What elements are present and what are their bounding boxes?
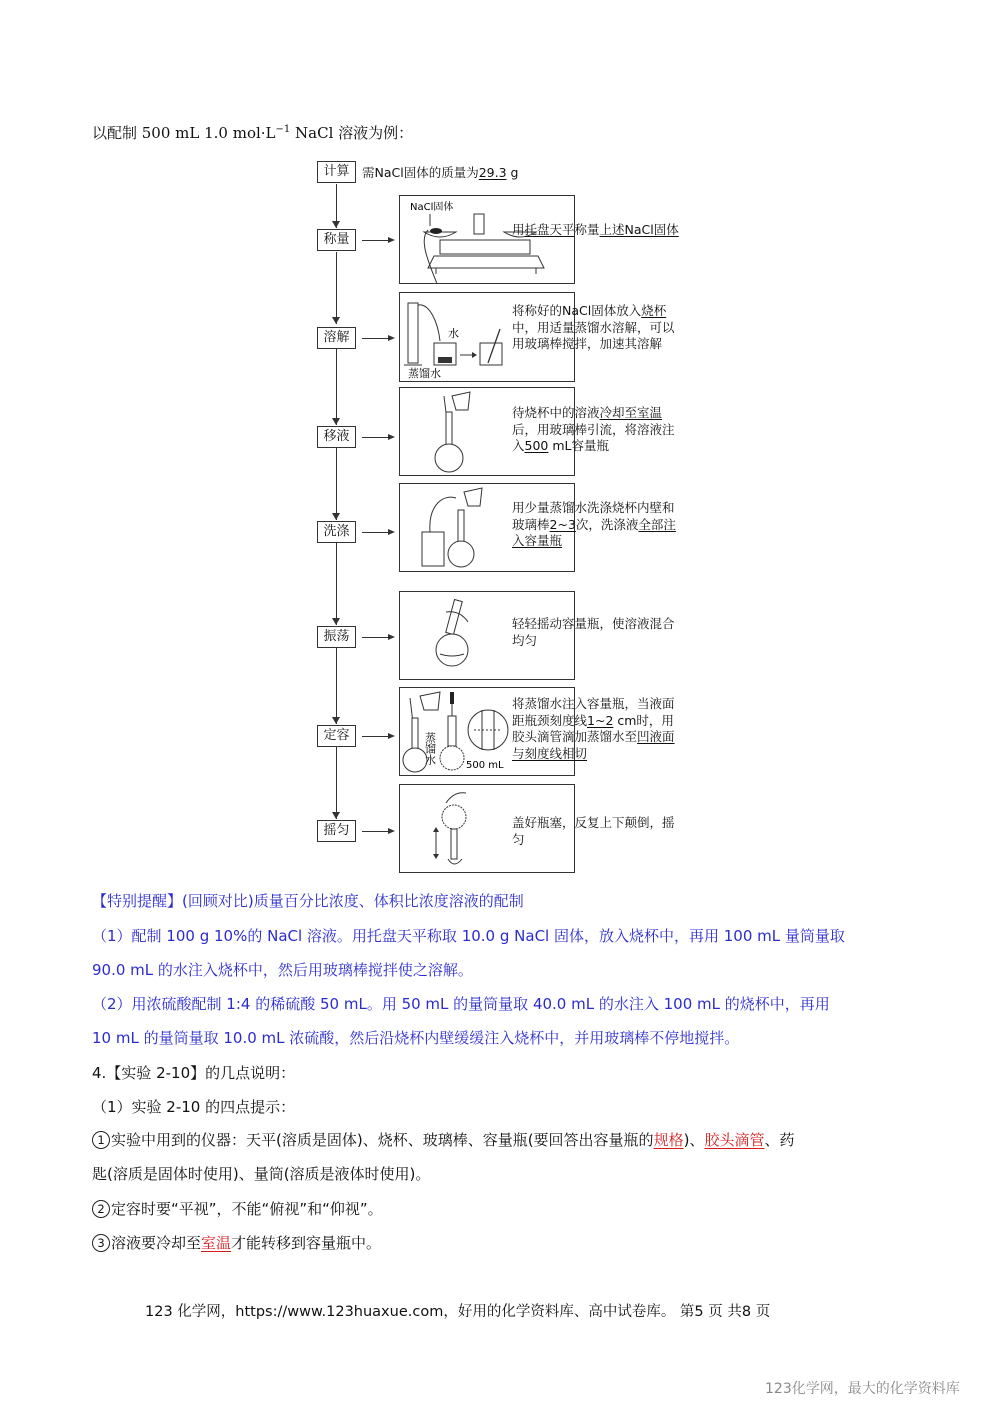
- svg-text:蒸馏水: 蒸馏水: [408, 367, 441, 380]
- svg-text:水: 水: [448, 327, 459, 340]
- intro-line: 以配制 500 mL 1.0 $mol\cdot L^{-1}$ NaCl 溶液为例：: [92, 124, 414, 142]
- highlight-dropper: 胶头滴管: [704, 1131, 765, 1149]
- solution-preparation-flowchart: [312, 155, 692, 875]
- step-dissolve-description: 将称好的NaCl固体放入烧杯中，用适量蒸馏水溶解，可以用玻璃棒搅拌，加速其溶解: [512, 303, 675, 351]
- right-arrow-icon: [388, 828, 395, 834]
- down-arrow-icon: [332, 717, 340, 724]
- down-arrow-icon: [332, 317, 340, 324]
- step-swirl-description: 轻轻摇动容量瓶，使溶液混合均匀: [512, 616, 675, 648]
- right-arrow-icon: [388, 434, 395, 440]
- circled-number-2: 2: [92, 1200, 110, 1218]
- watermark: 123化学网，最大的化学资料库: [765, 1381, 960, 1397]
- svg-text:500 mL: 500 mL: [466, 760, 504, 771]
- step-weigh-box: 称量: [317, 229, 356, 251]
- calc-mass-value: 29.3: [478, 165, 507, 180]
- step-dissolve-box: 溶解: [317, 327, 356, 349]
- point-1-line-2: 匙(溶质是固体时使用)、量筒(溶质是液体时使用)。: [92, 1165, 431, 1183]
- point-2: 2 定容时要“平视”，不能“俯视”和“仰视”。: [92, 1198, 383, 1219]
- circled-number-1: 1: [92, 1131, 110, 1149]
- down-arrow-icon: [332, 812, 340, 819]
- svg-text:NaCl固体: NaCl固体: [410, 202, 454, 213]
- connector-line: [336, 252, 337, 324]
- highlight-spec: 规格: [653, 1131, 684, 1149]
- connector-line: [336, 543, 337, 625]
- right-arrow-icon: [388, 237, 395, 243]
- tip-item-1-line-1: （1）配制 100 g 10%的 NaCl 溶液。用托盘天平称取 10.0 g NaCl 固体，放入烧杯中，再用 100 mL 量筒量取: [92, 927, 845, 945]
- step-wash-box: 洗涤: [317, 521, 356, 543]
- svg-text:蒸馏水: 蒸馏水: [423, 732, 437, 765]
- calc-description: 需NaCl固体的质量为29.3 g: [362, 165, 519, 180]
- point-3: 3 溶液要冷却至室温才能转移到容量瓶中。: [92, 1232, 381, 1253]
- down-arrow-icon: [332, 513, 340, 520]
- tip-item-1-line-2: 90.0 mL 的水注入烧杯中，然后用玻璃棒搅拌使之溶解。: [92, 961, 473, 979]
- circled-number-3: 3: [92, 1234, 110, 1252]
- connector-line: [336, 448, 337, 520]
- right-arrow-icon: [388, 335, 395, 341]
- right-arrow-icon: [388, 529, 395, 535]
- down-arrow-icon: [332, 618, 340, 625]
- section-4-subheading: （1）实验 2-10 的四点提示：: [92, 1098, 296, 1116]
- right-arrow-icon: [388, 634, 395, 640]
- step-invert-mix-box: 摇匀: [317, 820, 356, 842]
- step-transfer-box: 移液: [317, 426, 356, 448]
- step-fill-to-mark-box: 定容: [317, 725, 356, 747]
- step-transfer-description: 待烧杯中的溶液冷却至室温后，用玻璃棒引流，将溶液注入500 mL容量瓶: [512, 405, 675, 453]
- step-fill-to-mark-description: 将蒸馏水注入容量瓶，当液面距瓶颈刻度线1~2 cm时，用胶头滴管滴加蒸馏水至凹液面与刻度线相切: [512, 696, 675, 761]
- tip-heading: 【特别提醒】(回顾对比)质量百分比浓度、体积比浓度溶液的配制: [92, 892, 524, 910]
- right-arrow-icon: [388, 733, 395, 739]
- step-calc-box: 计算: [317, 161, 356, 183]
- connector-line: [336, 746, 337, 819]
- step-weigh-description: 用托盘天平称量上述NaCl固体: [512, 222, 679, 237]
- down-arrow-icon: [332, 418, 340, 425]
- tip-item-2-line-1: （2）用浓硫酸配制 1:4 的稀硫酸 50 mL。用 50 mL 的量筒量取 40.0 mL 的水注入 100 mL 的烧杯中，再用: [92, 995, 830, 1013]
- section-4-heading: 4.【实验 2-10】的几点说明：: [92, 1064, 296, 1082]
- step-invert-mix-description: 盖好瓶塞，反复上下颠倒，摇匀: [512, 815, 675, 847]
- step-wash-description: 用少量蒸馏水洗涤烧杯内壁和玻璃棒2~3次，洗涤液全部注入容量瓶: [512, 500, 676, 548]
- balance-figure: [399, 195, 575, 284]
- connector-line: [336, 349, 337, 425]
- page-footer: 123 化学网，https://www.123huaxue.com，好用的化学资料库、高中试卷库。 第5 页 共8 页: [145, 1304, 771, 1320]
- highlight-room-temp: 室温: [201, 1234, 232, 1252]
- tip-item-2-line-2: 10 mL 的量筒量取 10.0 mL 浓硫酸，然后沿烧杯内壁缓缓注入烧杯中，并用玻璃棒不停地搅拌。: [92, 1029, 740, 1047]
- down-arrow-icon: [332, 221, 340, 228]
- connector-line: [336, 648, 337, 724]
- point-1-line-1: 1 实验中用到的仪器：天平(溶质是固体)、烧杯、玻璃棒、容量瓶(要回答出容量瓶的规格)、胶头滴管、药: [92, 1129, 794, 1150]
- step-swirl-box: 振荡: [317, 626, 356, 648]
